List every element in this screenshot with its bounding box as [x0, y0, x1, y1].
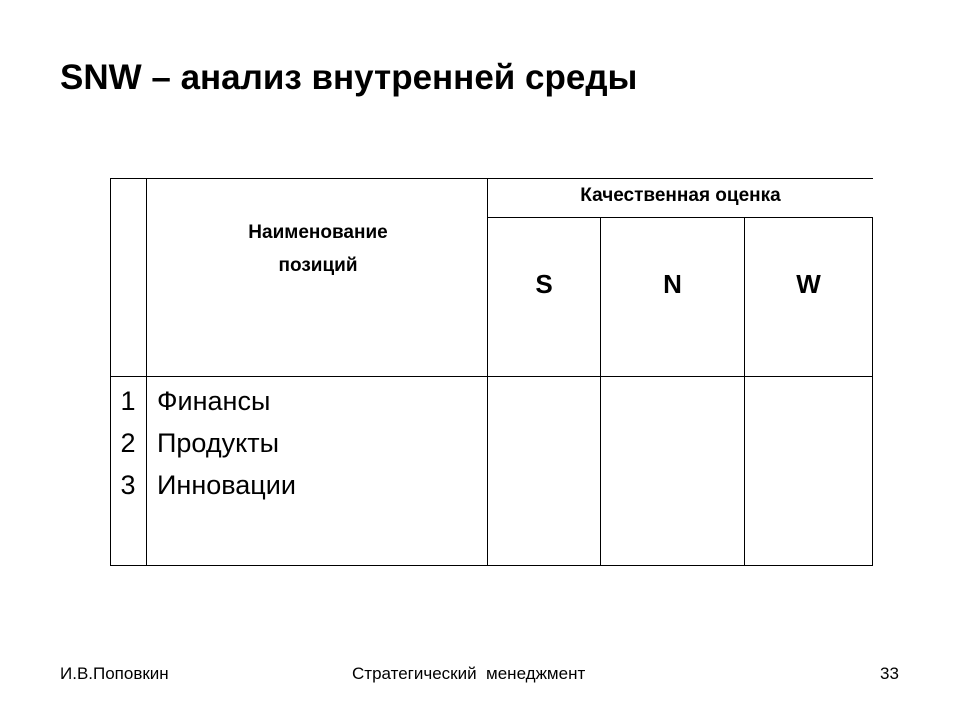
header-col-s: S [535, 269, 553, 299]
table-divider-header [110, 376, 873, 377]
table-border-right [872, 217, 873, 566]
table-border-top [110, 178, 873, 179]
row-name: Инновации [157, 470, 296, 500]
header-col-n: N [663, 269, 682, 299]
table-divider-num [146, 178, 147, 566]
header-name-line2: позиций [278, 255, 358, 276]
row-numbers-cell [110, 380, 146, 506]
slide-title: SNW – анализ внутренней среды [60, 58, 638, 97]
row-number: 2 [120, 428, 136, 458]
footer-author: И.В.Поповкин [60, 664, 169, 683]
row-name: Продукты [157, 428, 279, 458]
row-name: Финансы [157, 386, 271, 416]
table-divider-quality [488, 217, 873, 218]
header-col-w: W [796, 269, 821, 299]
footer-course: Стратегический менеджмент [352, 664, 586, 683]
footer-page-number: 33 [880, 664, 899, 683]
table-border-left [110, 178, 111, 566]
row-number: 3 [120, 470, 136, 500]
table-border-bottom [110, 565, 873, 566]
header-name-line1: Наименование [248, 222, 388, 243]
header-quality-cell: Качественная оценка [580, 185, 781, 206]
row-number: 1 [120, 386, 136, 416]
header-name-cell [148, 216, 488, 282]
row-names-cell [157, 380, 296, 506]
